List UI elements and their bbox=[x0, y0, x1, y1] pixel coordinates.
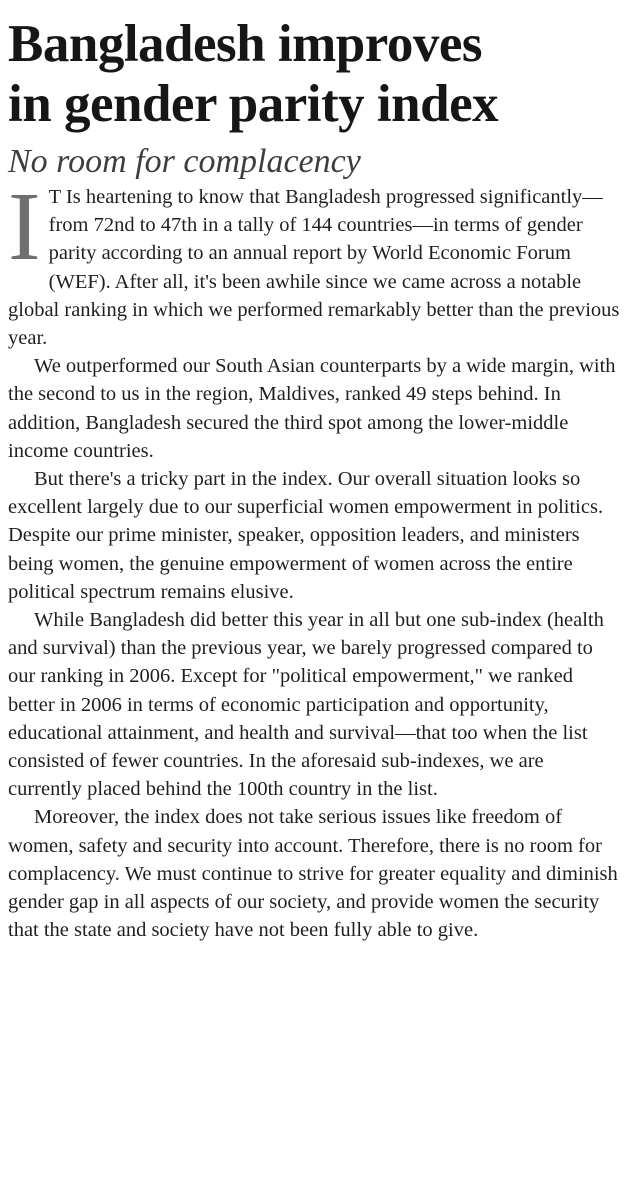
paragraph-5: Moreover, the index does not take serious issues like freedom of women, safety and security into account. Therefore, there is no room for complacency. We must continue to strive for greater equality and diminish gender gap in all aspects of our society, and provide women the security that the state and society have not been fully able to give. bbox=[8, 806, 618, 942]
paragraph-3: But there's a tricky part in the index. Our overall situation looks so excellent largely due to our superficial women empowerment in politics. Despite our prime minister, speaker, opposition leaders, and ministers being women, the genuine empowerment of women across the entire political spectrum remains elusive. bbox=[8, 468, 604, 603]
article-body bbox=[8, 173, 620, 944]
paragraph-1 bbox=[8, 173, 620, 352]
paragraph-1-text: T Is heartening to know that Bangladesh progressed significantly—from 72nd to 47th in a tally of 144 countries—in terms of gender parity according to an annual report by World Economic Forum (WEF). After all, it's been awhile since we came across a notable global ranking in which we performed remarkably better than the previous year. bbox=[8, 186, 620, 350]
headline-line-1: Bangladesh improves bbox=[8, 15, 482, 73]
headline bbox=[8, 14, 620, 134]
headline-line-2: in gender parity index bbox=[8, 75, 499, 133]
drop-cap: I bbox=[8, 173, 41, 281]
paragraph-4: While Bangladesh did better this year in all but one sub-index (health and survival) than the previous year, we barely progressed compared to our ranking in 2006. Except for "political empowerment," we ranked better in 2006 in terms of economic participation and opportunity, educational attainment, and health and survival—that too when the list consisted of fewer countries. In the aforesaid sub-indexes, we are currently placed behind the 100th country in the list. bbox=[8, 609, 604, 801]
article bbox=[8, 14, 620, 944]
subheadline: No room for complacency bbox=[8, 143, 361, 180]
paragraph-2: We outperformed our South Asian counterparts by a wide margin, with the second to us in the region, Maldives, ranked 49 steps behind. In addition, Bangladesh secured the third spot among the lower-middle income countries. bbox=[8, 355, 616, 462]
